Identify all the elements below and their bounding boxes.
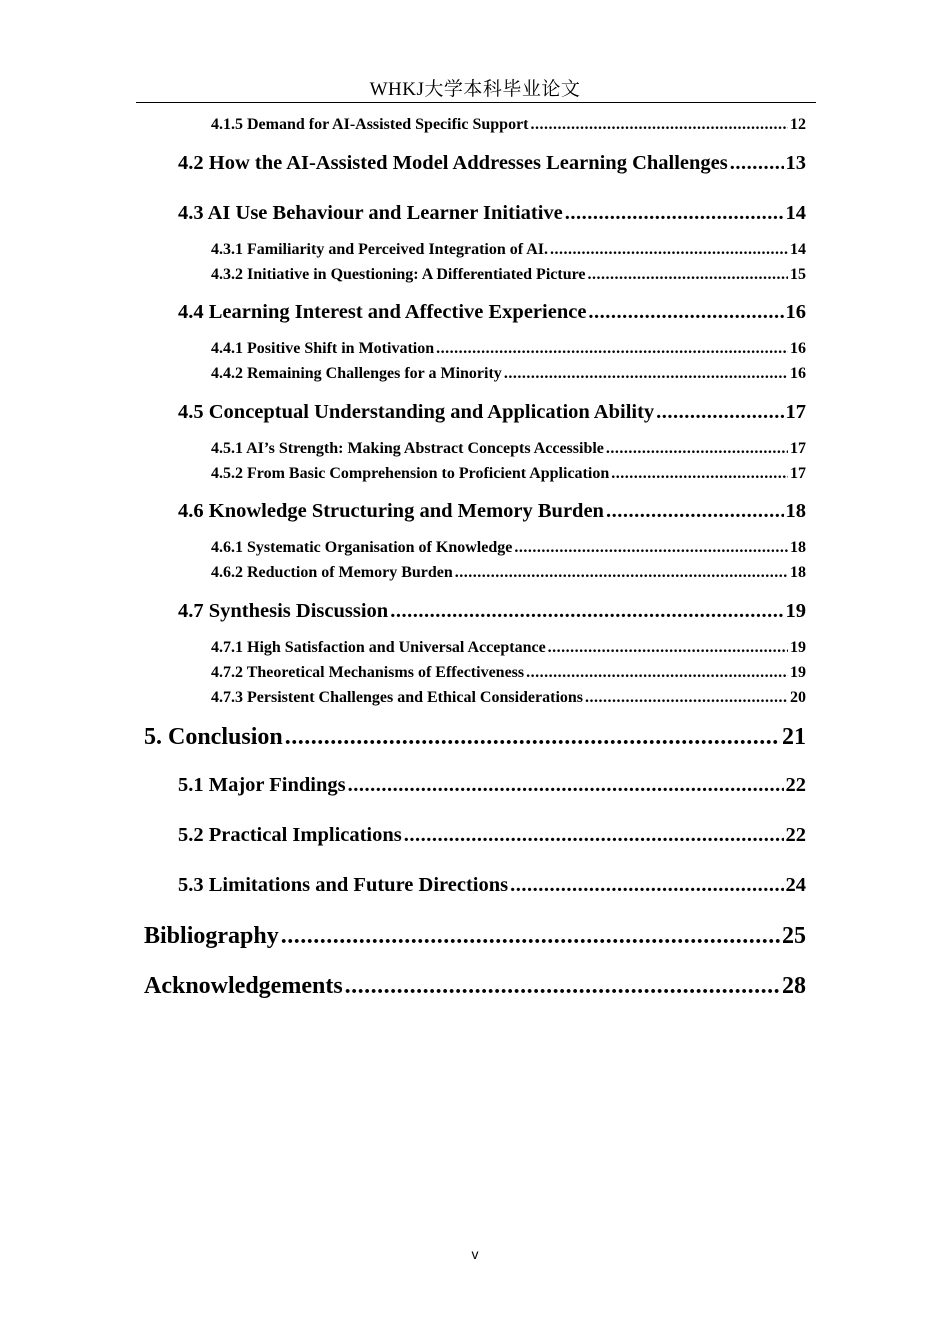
toc-entry-title: 4.3.2 Initiative in Questioning: A Differentiated Picture [211, 266, 586, 283]
toc-entry-title: 4.7.2 Theoretical Mechanisms of Effectiveness [211, 664, 525, 681]
toc-entry-bibliography[interactable] [144, 923, 806, 950]
toc-entry-4-4[interactable] [178, 301, 806, 324]
toc-leader [455, 564, 788, 582]
toc-entry-page: 28 [782, 973, 806, 999]
toc-leader [588, 266, 789, 284]
toc-entry-title: 4.4 Learning Interest and Affective Experience [178, 301, 587, 323]
toc-entry-title: 4.3 AI Use Behaviour and Learner Initiative [178, 202, 563, 224]
toc-entry-title: 4.1.5 Demand for AI-Assisted Specific Support [211, 116, 529, 133]
toc-entry-page: 13 [785, 152, 806, 174]
toc-entry-page: 16 [790, 340, 806, 357]
toc-entry-5-3[interactable] [178, 874, 806, 897]
toc-entry-4-7-3[interactable] [211, 689, 806, 707]
toc-leader [656, 401, 783, 424]
toc-entry-page: 17 [790, 465, 806, 482]
toc-entry-4-5-1[interactable] [211, 440, 806, 458]
toc-entry-4-5-2[interactable] [211, 465, 806, 483]
toc-entry-4-3-2[interactable] [211, 266, 806, 284]
page-header-title: WHKJ大学本科毕业论文 [369, 79, 581, 100]
toc-entry-title: 4.6.1 Systematic Organisation of Knowledge [211, 539, 513, 556]
toc-entry-page: 19 [790, 664, 806, 681]
toc-entry-page: 18 [790, 564, 806, 581]
toc-entry-title: 5.1 Major Findings [178, 774, 346, 796]
toc-entry-page: 14 [790, 241, 806, 258]
toc-entry-4-7-1[interactable] [211, 639, 806, 657]
toc-entry-title: 4.7 Synthesis Discussion [178, 600, 389, 622]
toc-entry-page: 18 [785, 500, 806, 522]
toc-entry-4-3-1[interactable] [211, 241, 806, 259]
toc-leader [281, 923, 780, 950]
toc-entry-page: 22 [785, 824, 806, 846]
toc-entry-title: 4.3.1 Familiarity and Perceived Integration of AI. [211, 241, 548, 258]
toc-entry-5-2[interactable] [178, 824, 806, 847]
toc-entry-4-6-2[interactable] [211, 564, 806, 582]
toc-entry-page: 24 [785, 874, 806, 896]
toc-leader [531, 116, 789, 134]
toc-leader [436, 340, 788, 358]
toc-entry-5-1[interactable] [178, 774, 806, 797]
toc-entry-title: 4.7.3 Persistent Challenges and Ethical Considerations [211, 689, 584, 706]
toc-entry-page: 21 [782, 724, 806, 750]
toc-entry-4-7[interactable] [178, 600, 806, 623]
toc-entry-page: 17 [790, 440, 806, 457]
header-rule [136, 102, 816, 103]
toc-entry-title: Bibliography [144, 923, 279, 949]
toc-entry-4-2[interactable] [178, 152, 806, 175]
toc-entry-title: 5.2 Practical Implications [178, 824, 402, 846]
toc-leader [611, 465, 788, 483]
toc-entry-title: 4.6.2 Reduction of Memory Burden [211, 564, 453, 581]
toc-entry-title: 5. Conclusion [144, 724, 283, 750]
toc-leader [514, 539, 788, 557]
toc-entry-title: 4.5.2 From Basic Comprehension to Proficient Application [211, 465, 610, 482]
toc-entry-page: 22 [785, 774, 806, 796]
toc-entry-title: 4.5.1 AI’s Strength: Making Abstract Concepts Accessible [211, 440, 604, 457]
toc-entry-page: 18 [790, 539, 806, 556]
toc-entry-4-6-1[interactable] [211, 539, 806, 557]
toc-entry-page: 20 [790, 689, 806, 706]
toc-leader [348, 774, 784, 797]
toc-entry-page: 19 [785, 600, 806, 622]
toc-entry-5[interactable] [144, 724, 806, 751]
toc-entry-4-4-1[interactable] [211, 340, 806, 358]
toc-leader [606, 440, 788, 458]
toc-entry-title: 4.2 How the AI-Assisted Model Addresses Learning Challenges [178, 152, 728, 174]
toc-leader [345, 973, 780, 1000]
toc-entry-page: 16 [785, 301, 806, 323]
toc-leader [510, 874, 783, 897]
toc-entry-4-4-2[interactable] [211, 365, 806, 383]
toc-leader [550, 241, 788, 259]
toc-leader [565, 202, 784, 225]
toc-entry-title: 4.6 Knowledge Structuring and Memory Burden [178, 500, 604, 522]
toc-entry-page: 19 [790, 639, 806, 656]
toc-entry-page: 12 [790, 116, 806, 133]
toc-entry-page: 14 [785, 202, 806, 224]
toc-entry-4-5[interactable] [178, 401, 806, 424]
toc-leader [526, 664, 788, 682]
toc-entry-4-1-5[interactable] [211, 116, 806, 134]
toc-entry-title: 4.4.2 Remaining Challenges for a Minority [211, 365, 502, 382]
toc-entry-acknowledgements[interactable] [144, 973, 806, 1000]
toc-entry-page: 16 [790, 365, 806, 382]
page-number: v [471, 1246, 479, 1262]
toc-leader [588, 301, 783, 324]
toc-entry-title: 4.7.1 High Satisfaction and Universal Acceptance [211, 639, 546, 656]
toc-entry-page: 17 [785, 401, 806, 423]
toc-entry-page: 15 [790, 266, 806, 283]
toc-entry-page: 25 [782, 923, 806, 949]
toc-leader [606, 500, 784, 523]
toc-leader [285, 724, 780, 751]
toc-entry-title: 5.3 Limitations and Future Directions [178, 874, 509, 896]
toc-leader [585, 689, 788, 707]
toc-entry-title: 4.5 Conceptual Understanding and Application Ability [178, 401, 655, 423]
toc-entry-4-6[interactable] [178, 500, 806, 523]
toc-leader [548, 639, 788, 657]
toc-leader [404, 824, 784, 847]
toc-entry-title: 4.4.1 Positive Shift in Motivation [211, 340, 435, 357]
toc-entry-4-3[interactable] [178, 202, 806, 225]
toc-entry-title: Acknowledgements [144, 973, 343, 999]
toc-entry-4-7-2[interactable] [211, 664, 806, 682]
toc-leader [390, 600, 783, 623]
toc-leader [730, 152, 784, 175]
toc-leader [504, 365, 788, 383]
